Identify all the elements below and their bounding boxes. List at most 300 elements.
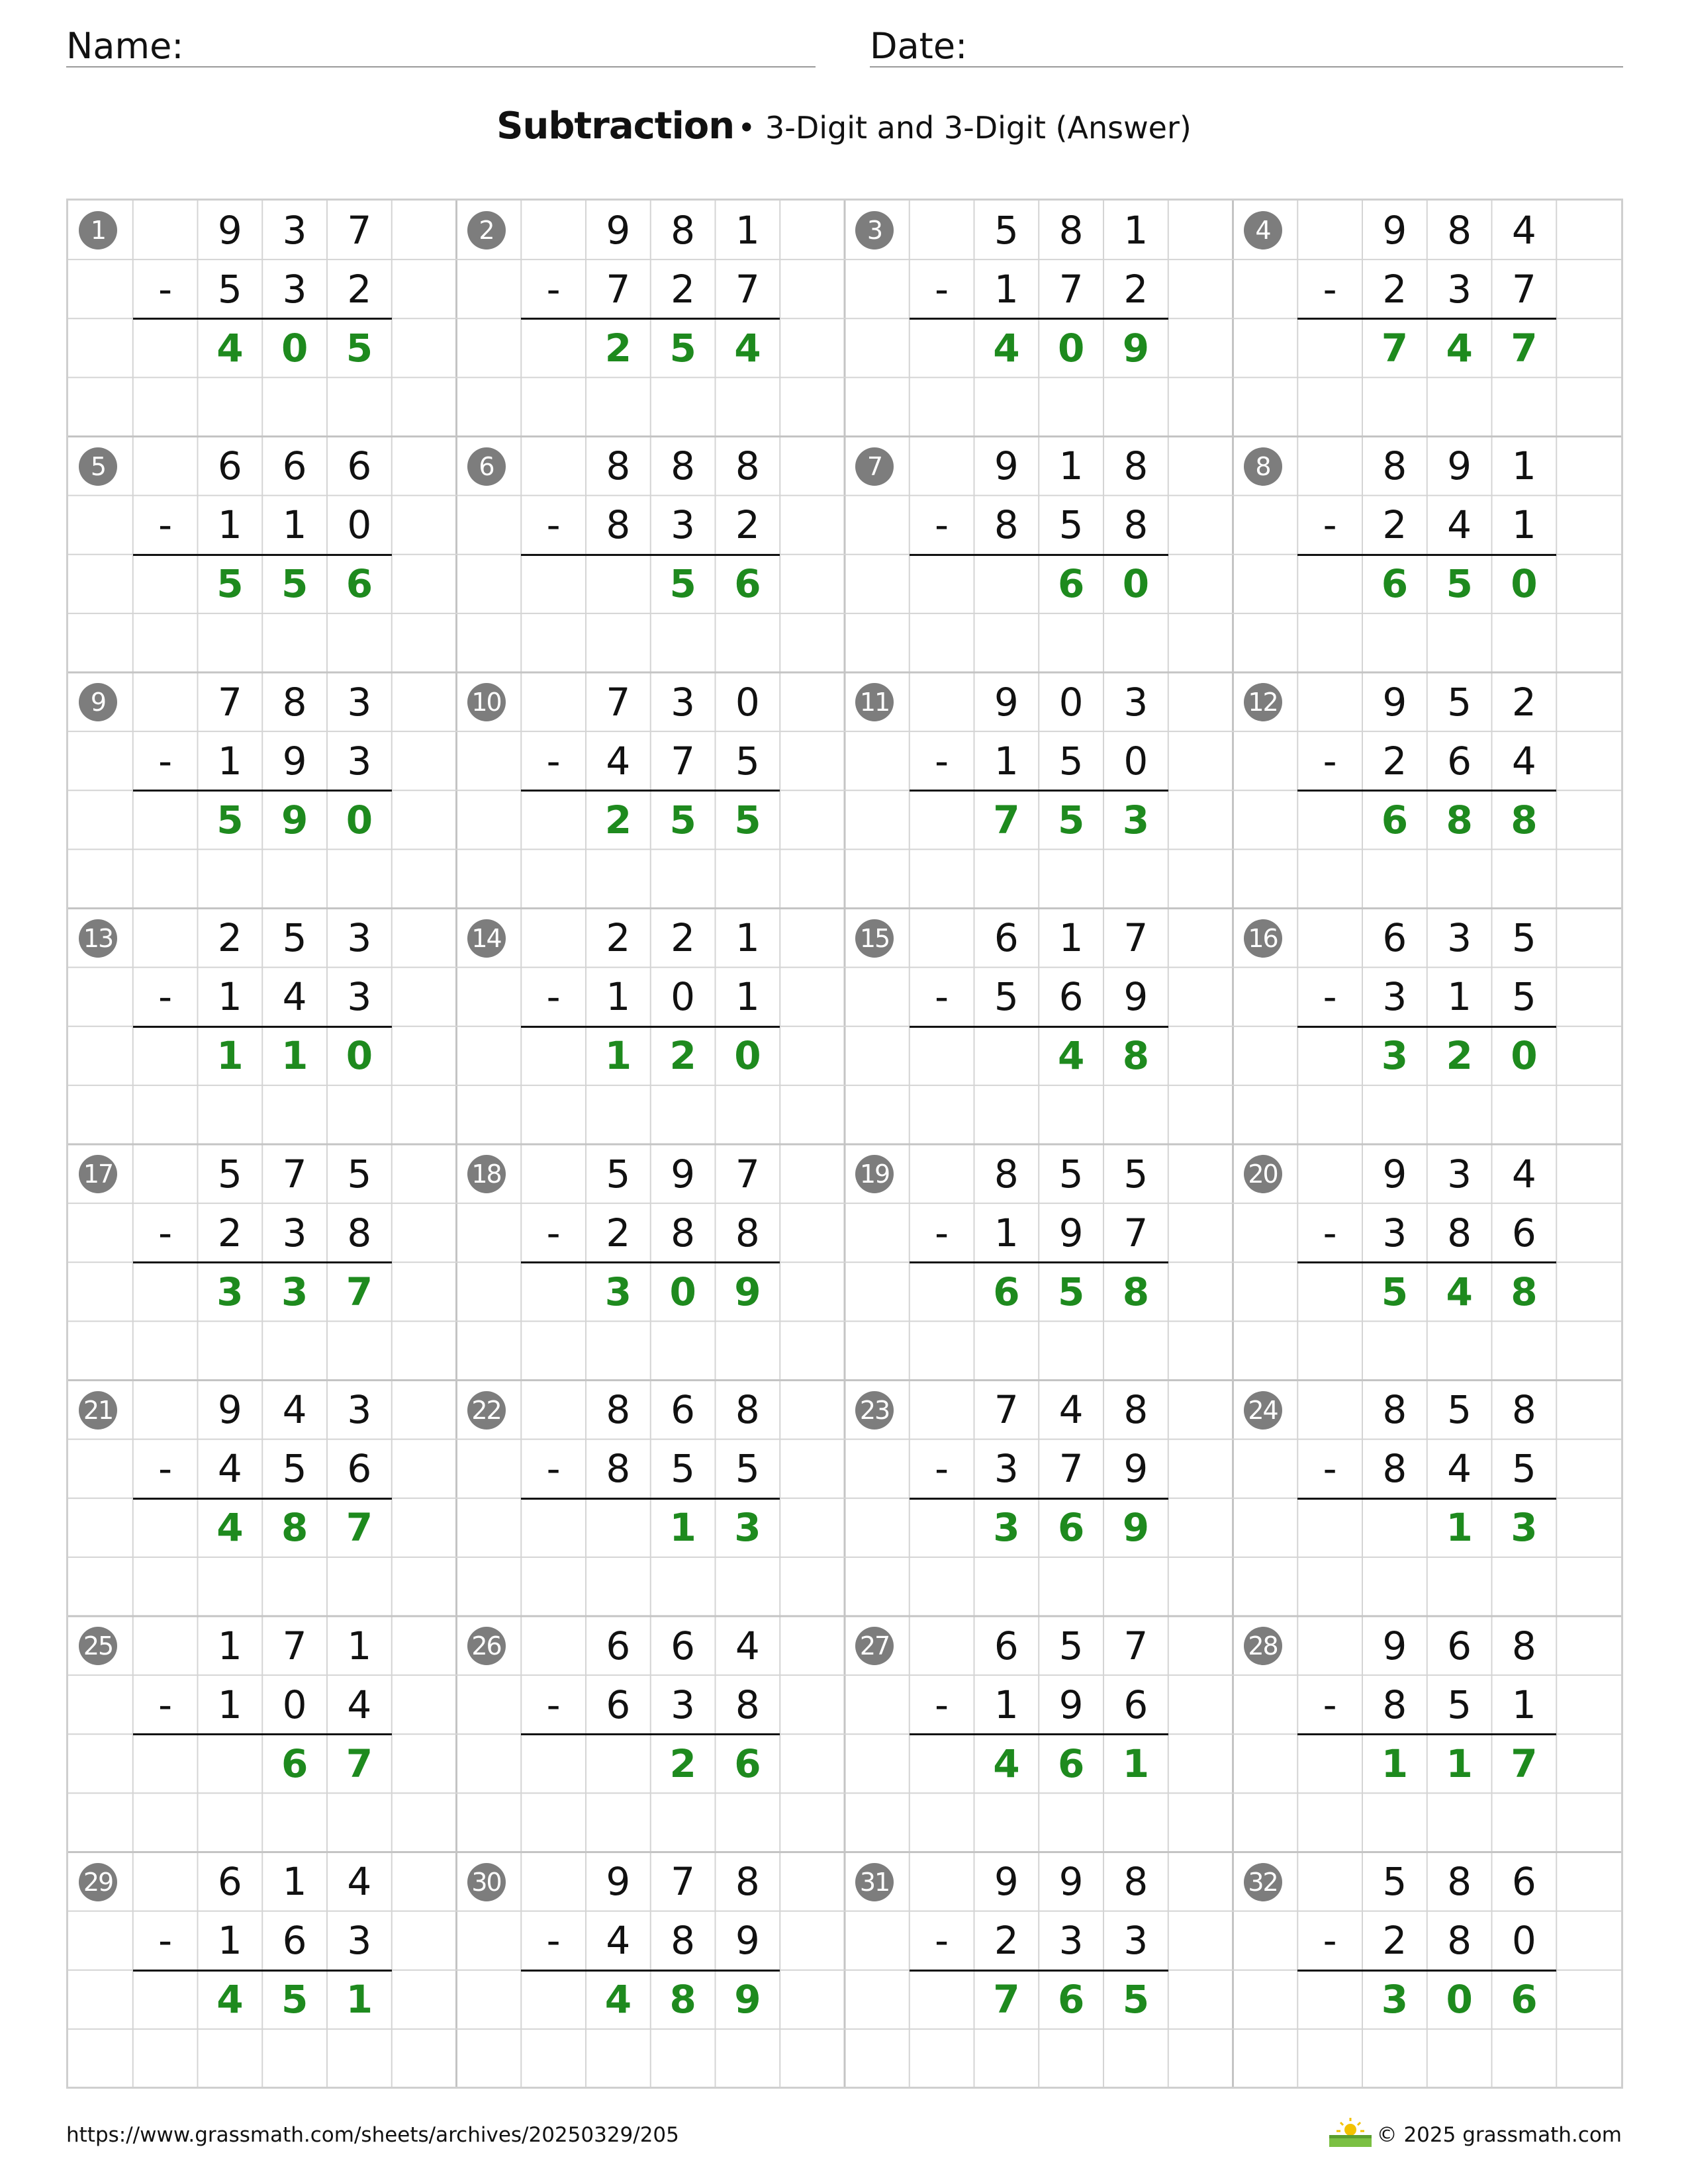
answer-digit: 0 <box>1511 561 1538 607</box>
answer-rule-line <box>1297 318 1556 320</box>
subtrahend-digit: 3 <box>282 1210 307 1255</box>
subtrahend-digit: 4 <box>1447 502 1472 548</box>
minuend-digit: 9 <box>1382 679 1407 725</box>
minuend-digit: 9 <box>1382 207 1407 253</box>
answer-rule-line <box>133 318 392 320</box>
answer-digit: 1 <box>216 1033 244 1079</box>
problem-grid <box>66 199 1623 2089</box>
subtrahend-digit: 8 <box>994 502 1019 548</box>
subtrahend-digit: 9 <box>1123 974 1149 1020</box>
answer-digit: 4 <box>993 1741 1020 1786</box>
problem-number-badge: 11 <box>855 683 894 721</box>
minuend-digit: 8 <box>1447 1859 1472 1905</box>
answer-digit: 8 <box>1511 1269 1538 1314</box>
answer-digit: 2 <box>1446 1033 1473 1079</box>
minuend-digit: 4 <box>347 1859 372 1905</box>
minuend-digit: 8 <box>994 1151 1019 1197</box>
answer-digit: 5 <box>1446 561 1473 607</box>
answer-digit: 2 <box>604 325 632 371</box>
minuend-digit: 9 <box>217 207 242 253</box>
subtrahend-digit: 5 <box>1511 974 1536 1020</box>
answer-digit: 6 <box>1381 797 1409 842</box>
minuend-digit: 1 <box>1123 207 1149 253</box>
footer-url: https://www.grassmath.com/sheets/archives/20250329/205 <box>66 2123 679 2147</box>
minus-sign: - <box>1323 974 1337 1020</box>
subtrahend-digit: 5 <box>735 1446 760 1492</box>
minuend-digit: 8 <box>735 443 760 489</box>
subtrahend-digit: 3 <box>671 502 696 548</box>
minuend-digit: 9 <box>994 443 1019 489</box>
minuend-digit: 9 <box>994 1859 1019 1905</box>
subtrahend-digit: 2 <box>1382 738 1407 784</box>
minus-sign: - <box>935 1446 949 1492</box>
subtrahend-digit: 1 <box>217 738 242 784</box>
subtrahend-digit: 7 <box>606 266 631 312</box>
minuend-digit: 4 <box>1511 1151 1536 1197</box>
answer-rule-line <box>521 554 780 556</box>
subtrahend-digit: 3 <box>1382 974 1407 1020</box>
subtrahend-digit: 0 <box>347 502 372 548</box>
problem-number-badge: 21 <box>79 1391 117 1430</box>
subtrahend-digit: 8 <box>671 1210 696 1255</box>
minus-sign: - <box>935 974 949 1020</box>
answer-digit <box>974 555 1039 614</box>
subtrahend-digit: 2 <box>735 502 760 548</box>
subtrahend-digit: 5 <box>1511 1446 1536 1492</box>
minuend-digit: 8 <box>606 443 631 489</box>
subtrahend-digit: 3 <box>671 1682 696 1727</box>
problem-number-badge: 16 <box>1244 919 1282 958</box>
problem-number-badge: 19 <box>855 1155 894 1193</box>
answer-rule-line <box>910 554 1168 556</box>
answer-digit: 7 <box>993 797 1020 842</box>
problem-number-badge: 3 <box>855 211 894 250</box>
minuend-digit: 6 <box>1447 1623 1472 1668</box>
problem-number-badge: 13 <box>79 919 117 958</box>
answer-digit: 7 <box>346 1269 373 1314</box>
subtrahend-digit: 3 <box>1058 1918 1084 1964</box>
subtrahend-digit: 1 <box>1447 974 1472 1020</box>
page-title <box>0 105 1688 148</box>
name-line <box>66 66 816 68</box>
minuend-digit: 1 <box>1058 915 1084 961</box>
problem-number-badge: 20 <box>1244 1155 1282 1193</box>
minuend-digit: 9 <box>1382 1623 1407 1668</box>
minuend-digit: 9 <box>1382 1151 1407 1197</box>
minuend-digit: 3 <box>671 679 696 725</box>
minuend-digit: 6 <box>671 1387 696 1433</box>
answer-digit: 5 <box>669 325 696 371</box>
minus-sign: - <box>158 1446 173 1492</box>
answer-digit: 6 <box>993 1269 1020 1314</box>
subtrahend-digit: 2 <box>994 1918 1019 1964</box>
subtrahend-digit: 9 <box>282 738 307 784</box>
minuend-digit: 7 <box>671 1859 696 1905</box>
subtrahend-digit: 7 <box>1511 266 1536 312</box>
minuend-digit: 7 <box>606 679 631 725</box>
minuend-digit: 8 <box>606 1387 631 1433</box>
answer-rule-line <box>521 1261 780 1263</box>
answer-digit: 1 <box>1446 1505 1473 1551</box>
answer-rule-line <box>133 1261 392 1263</box>
problem-number-badge: 17 <box>79 1155 117 1193</box>
answer-rule-line <box>910 790 1168 792</box>
answer-rule-line <box>910 1026 1168 1028</box>
answer-digit: 0 <box>734 1033 761 1079</box>
subtrahend-digit: 2 <box>606 1210 631 1255</box>
subtrahend-digit: 8 <box>1447 1918 1472 1964</box>
answer-digit: 1 <box>346 1977 373 2023</box>
minuend-digit: 3 <box>1447 1151 1472 1197</box>
answer-digit: 9 <box>1122 1505 1150 1551</box>
subtrahend-digit: 5 <box>735 738 760 784</box>
minuend-digit: 5 <box>282 915 307 961</box>
problem-number-badge: 4 <box>1244 211 1282 250</box>
answer-digit: 6 <box>1057 561 1085 607</box>
answer-rule-line <box>133 1970 392 1972</box>
subtrahend-digit: 5 <box>1058 738 1084 784</box>
problem-number-badge: 6 <box>467 447 506 486</box>
answer-rule-line <box>1297 554 1556 556</box>
minus-sign: - <box>1323 738 1337 784</box>
minus-sign: - <box>546 1918 561 1964</box>
minuend-digit: 6 <box>1511 1859 1536 1905</box>
answer-digit: 6 <box>1057 1977 1085 2023</box>
minuend-digit: 1 <box>282 1859 307 1905</box>
answer-digit: 1 <box>669 1505 696 1551</box>
minuend-digit: 5 <box>606 1151 631 1197</box>
subtrahend-digit: 1 <box>217 974 242 1020</box>
problem-number-badge: 18 <box>467 1155 506 1193</box>
subtrahend-digit: 1 <box>282 502 307 548</box>
subtrahend-digit: 3 <box>347 1918 372 1964</box>
grass-sun-logo-icon <box>1327 2115 1374 2148</box>
subtrahend-digit: 9 <box>1058 1210 1084 1255</box>
answer-rule-line <box>521 1498 780 1500</box>
answer-digit: 6 <box>734 1741 761 1786</box>
subtrahend-digit: 3 <box>347 974 372 1020</box>
problem-number-badge: 5 <box>79 447 117 486</box>
subtrahend-digit: 1 <box>994 1682 1019 1727</box>
subtrahend-digit: 8 <box>606 502 631 548</box>
minuend-digit: 8 <box>1123 1859 1149 1905</box>
minuend-digit: 6 <box>1382 915 1407 961</box>
problem-number-badge: 27 <box>855 1627 894 1665</box>
minus-sign: - <box>158 266 173 312</box>
minuend-digit: 9 <box>217 1387 242 1433</box>
minus-sign: - <box>546 1446 561 1492</box>
problem-number-badge: 23 <box>855 1391 894 1430</box>
minuend-digit: 9 <box>1447 443 1472 489</box>
minuend-digit: 4 <box>282 1387 307 1433</box>
minuend-digit: 0 <box>735 679 760 725</box>
answer-digit <box>974 1026 1039 1085</box>
minuend-digit: 3 <box>1447 915 1472 961</box>
answer-rule-line <box>910 1498 1168 1500</box>
subtrahend-digit: 0 <box>671 974 696 1020</box>
minuend-digit: 5 <box>217 1151 242 1197</box>
subtrahend-digit: 2 <box>1382 502 1407 548</box>
title-main: Subtraction <box>496 105 735 148</box>
answer-digit: 3 <box>216 1269 244 1314</box>
answer-rule-line <box>1297 1026 1556 1028</box>
minuend-digit: 1 <box>1511 443 1536 489</box>
answer-digit: 8 <box>1122 1269 1150 1314</box>
minuend-digit: 3 <box>1123 679 1149 725</box>
minuend-digit: 2 <box>217 915 242 961</box>
subtrahend-digit: 8 <box>1123 502 1149 548</box>
subtrahend-digit: 6 <box>1511 1210 1536 1255</box>
answer-digit: 6 <box>346 561 373 607</box>
problem-number-badge: 8 <box>1244 447 1282 486</box>
answer-rule-line <box>133 790 392 792</box>
answer-digit <box>586 555 651 614</box>
minuend-digit: 3 <box>282 207 307 253</box>
minuend-digit: 5 <box>347 1151 372 1197</box>
answer-rule-line <box>521 1733 780 1735</box>
minus-sign: - <box>546 974 561 1020</box>
answer-digit: 8 <box>1446 797 1473 842</box>
answer-digit: 5 <box>346 325 373 371</box>
minus-sign: - <box>935 266 949 312</box>
answer-digit: 9 <box>1122 325 1150 371</box>
answer-digit: 1 <box>604 1033 632 1079</box>
answer-digit: 4 <box>1446 325 1473 371</box>
answer-digit: 4 <box>216 1977 244 2023</box>
answer-digit: 5 <box>281 1977 308 2023</box>
minuend-digit: 3 <box>347 1387 372 1433</box>
minus-sign: - <box>158 1682 173 1727</box>
minuend-digit: 6 <box>606 1623 631 1668</box>
minuend-digit: 8 <box>735 1859 760 1905</box>
subtrahend-digit: 3 <box>1123 1918 1149 1964</box>
minuend-digit: 9 <box>671 1151 696 1197</box>
answer-digit: 8 <box>1511 797 1538 842</box>
answer-rule-line <box>521 318 780 320</box>
subtrahend-digit: 1 <box>994 1210 1019 1255</box>
minuend-digit: 8 <box>1511 1387 1536 1433</box>
problem-number-badge: 30 <box>467 1863 506 1901</box>
problem-number-badge: 12 <box>1244 683 1282 721</box>
answer-rule-line <box>910 1733 1168 1735</box>
subtrahend-digit: 8 <box>735 1682 760 1727</box>
minuend-digit: 7 <box>282 1623 307 1668</box>
answer-digit: 7 <box>993 1977 1020 2023</box>
footer-copyright: © 2025 grassmath.com <box>1376 2123 1622 2147</box>
minuend-digit: 6 <box>994 915 1019 961</box>
answer-rule-line <box>1297 1498 1556 1500</box>
subtrahend-digit: 8 <box>1382 1446 1407 1492</box>
minuend-digit: 1 <box>735 207 760 253</box>
problem-number-badge: 9 <box>79 683 117 721</box>
minuend-digit: 4 <box>735 1623 760 1668</box>
subtrahend-digit: 1 <box>994 738 1019 784</box>
subtrahend-digit: 2 <box>1382 1918 1407 1964</box>
minuend-digit: 8 <box>1123 443 1149 489</box>
subtrahend-digit: 5 <box>994 974 1019 1020</box>
answer-digit: 4 <box>1446 1269 1473 1314</box>
problem-number-badge: 10 <box>467 683 506 721</box>
answer-digit: 6 <box>1057 1505 1085 1551</box>
subtrahend-digit: 8 <box>1382 1682 1407 1727</box>
answer-digit <box>198 1734 263 1793</box>
minus-sign: - <box>935 1682 949 1727</box>
minuend-digit: 4 <box>1511 207 1536 253</box>
answer-digit: 3 <box>604 1269 632 1314</box>
subtrahend-digit: 5 <box>1447 1682 1472 1727</box>
subtrahend-digit: 4 <box>606 738 631 784</box>
subtrahend-digit: 4 <box>1511 738 1536 784</box>
minuend-digit: 7 <box>735 1151 760 1197</box>
minuend-digit: 8 <box>1382 1387 1407 1433</box>
minus-sign: - <box>935 502 949 548</box>
minuend-digit: 8 <box>1382 443 1407 489</box>
minuend-digit: 7 <box>347 207 372 253</box>
minuend-digit: 8 <box>671 443 696 489</box>
minuend-digit: 4 <box>1058 1387 1084 1433</box>
subtrahend-digit: 6 <box>1123 1682 1149 1727</box>
minuend-digit: 8 <box>671 207 696 253</box>
answer-digit: 0 <box>1446 1977 1473 2023</box>
problem-number-badge: 32 <box>1244 1863 1282 1901</box>
minus-sign: - <box>158 1210 173 1255</box>
subtrahend-digit: 6 <box>1447 738 1472 784</box>
answer-digit: 5 <box>1381 1269 1409 1314</box>
subtrahend-digit: 7 <box>735 266 760 312</box>
answer-digit: 9 <box>734 1269 761 1314</box>
subtrahend-digit: 3 <box>1382 1210 1407 1255</box>
answer-digit: 4 <box>216 1505 244 1551</box>
subtrahend-digit: 4 <box>347 1682 372 1727</box>
subtrahend-digit: 5 <box>1058 502 1084 548</box>
subtrahend-digit: 7 <box>1058 1446 1084 1492</box>
answer-digit: 0 <box>346 1033 373 1079</box>
answer-digit: 6 <box>281 1741 308 1786</box>
minuend-digit: 9 <box>606 1859 631 1905</box>
date-line <box>870 66 1623 68</box>
minus-sign: - <box>935 1918 949 1964</box>
date-label: Date: <box>870 25 968 67</box>
answer-digit: 0 <box>281 325 308 371</box>
minuend-digit: 7 <box>217 679 242 725</box>
subtrahend-digit: 9 <box>735 1918 760 1964</box>
minuend-digit: 1 <box>1058 443 1084 489</box>
minuend-digit: 3 <box>347 915 372 961</box>
answer-rule-line <box>521 1970 780 1972</box>
subtrahend-digit: 4 <box>1447 1446 1472 1492</box>
minuend-digit: 1 <box>347 1623 372 1668</box>
subtrahend-digit: 1 <box>1511 1682 1536 1727</box>
subtrahend-digit: 2 <box>1382 266 1407 312</box>
minuend-digit: 5 <box>1123 1151 1149 1197</box>
subtrahend-digit: 4 <box>217 1446 242 1492</box>
subtrahend-digit: 7 <box>1123 1210 1149 1255</box>
subtrahend-digit: 8 <box>606 1446 631 1492</box>
name-label: Name: <box>66 25 184 67</box>
answer-rule-line <box>1297 1733 1556 1735</box>
answer-digit: 9 <box>734 1977 761 2023</box>
answer-digit: 3 <box>281 1269 308 1314</box>
answer-digit: 5 <box>669 561 696 607</box>
subtrahend-digit: 6 <box>1058 974 1084 1020</box>
subtrahend-digit: 0 <box>282 1682 307 1727</box>
answer-digit: 1 <box>1381 1741 1409 1786</box>
answer-rule-line <box>133 1026 392 1028</box>
subtrahend-digit: 1 <box>735 974 760 1020</box>
subtrahend-digit: 3 <box>994 1446 1019 1492</box>
answer-digit: 3 <box>1381 1033 1409 1079</box>
answer-digit: 0 <box>1122 561 1150 607</box>
problem-number-badge: 29 <box>79 1863 117 1901</box>
answer-digit: 2 <box>604 797 632 842</box>
minus-sign: - <box>1323 1682 1337 1727</box>
subtrahend-digit: 5 <box>217 266 242 312</box>
problem-number-badge: 2 <box>467 211 506 250</box>
problem-number-badge: 25 <box>79 1627 117 1665</box>
minus-sign: - <box>158 502 173 548</box>
answer-digit: 5 <box>216 797 244 842</box>
problem-number-badge: 14 <box>467 919 506 958</box>
minuend-digit: 0 <box>1058 679 1084 725</box>
minuend-digit: 6 <box>671 1623 696 1668</box>
answer-digit <box>1362 1498 1427 1557</box>
subtrahend-digit: 1 <box>217 1918 242 1964</box>
minuend-digit: 8 <box>1511 1623 1536 1668</box>
minus-sign: - <box>1323 266 1337 312</box>
minuend-digit: 3 <box>347 679 372 725</box>
minus-sign: - <box>1323 1918 1337 1964</box>
answer-rule-line <box>521 1026 780 1028</box>
answer-digit: 7 <box>346 1741 373 1786</box>
minuend-digit: 5 <box>1511 915 1536 961</box>
answer-digit <box>586 1498 651 1557</box>
problem-number-badge: 26 <box>467 1627 506 1665</box>
subtrahend-digit: 1 <box>1511 502 1536 548</box>
answer-digit: 6 <box>1511 1977 1538 2023</box>
subtrahend-digit: 7 <box>1058 266 1084 312</box>
answer-digit <box>586 1734 651 1793</box>
answer-digit: 4 <box>1057 1033 1085 1079</box>
minuend-digit: 5 <box>994 207 1019 253</box>
problem-number-badge: 31 <box>855 1863 894 1901</box>
answer-digit: 1 <box>1122 1741 1150 1786</box>
minuend-digit: 6 <box>994 1623 1019 1668</box>
minuend-digit: 5 <box>1058 1623 1084 1668</box>
subtrahend-digit: 3 <box>1447 266 1472 312</box>
answer-digit: 4 <box>604 1977 632 2023</box>
answer-digit: 2 <box>669 1033 696 1079</box>
minuend-digit: 9 <box>1058 1859 1084 1905</box>
minus-sign: - <box>935 1210 949 1255</box>
answer-digit: 5 <box>734 797 761 842</box>
problem-number-badge: 24 <box>1244 1391 1282 1430</box>
answer-digit: 7 <box>346 1505 373 1551</box>
answer-rule-line <box>133 1733 392 1735</box>
subtrahend-digit: 8 <box>347 1210 372 1255</box>
minus-sign: - <box>1323 1446 1337 1492</box>
minuend-digit: 8 <box>282 679 307 725</box>
minuend-digit: 8 <box>1447 207 1472 253</box>
answer-digit: 8 <box>669 1977 696 2023</box>
subtrahend-digit: 2 <box>1123 266 1149 312</box>
subtrahend-digit: 8 <box>735 1210 760 1255</box>
subtrahend-digit: 2 <box>347 266 372 312</box>
minus-sign: - <box>546 1682 561 1727</box>
answer-digit: 0 <box>1057 325 1085 371</box>
subtrahend-digit: 3 <box>282 266 307 312</box>
problem-number-badge: 28 <box>1244 1627 1282 1665</box>
answer-digit: 0 <box>1511 1033 1538 1079</box>
